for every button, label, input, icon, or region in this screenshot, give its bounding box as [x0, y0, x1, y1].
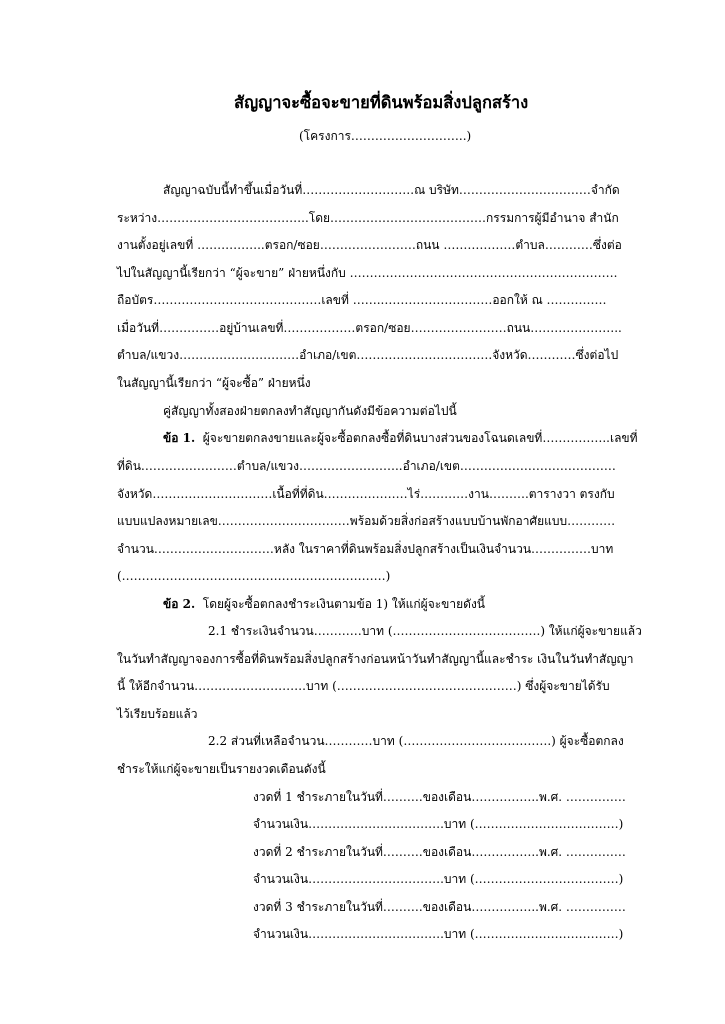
paragraph-line: ตำบล/แขวง…………………………อำเภอ/เขต…………………………….จังหวัด…………ซึ่งต่อไป: [117, 348, 619, 362]
clause-2-text: โดยผู้จะซื้อตกลงชำระเงินตามข้อ 1) ให้แก่ผู้จะขายดังนี้: [202, 597, 486, 611]
paragraph-line: คู่สัญญาทั้งสองฝ่ายตกลงทำสัญญากันดังมีข้อความต่อไปนี้: [163, 404, 457, 418]
clause-1-line: (…………………………………………………………): [117, 569, 391, 583]
paragraph-line: สัญญาฉบับนี้ทำขึ้นเมื่อวันที่……………………….ณ บริษัท……………………………จำกัด: [163, 183, 620, 197]
project-subtitle: (โครงการ………………………..): [299, 129, 472, 143]
document-title: สัญญาจะซื้อจะขายที่ดินพร้อมสิ่งปลูกสร้าง: [234, 93, 529, 112]
installment-amount-line: จำนวนเงิน…………………………….บาท (………………………………): [253, 872, 624, 886]
clause-2-1-line: นี้ ให้อีกจำนวน……………………….บาท (………………………………………) ซึ่งผู้จะขายได้รับ: [117, 679, 610, 693]
clause-2-1-line: ไว้เรียบร้อยแล้ว: [117, 707, 198, 721]
clause-2-2-line: ชำระให้แก่ผู้จะขายเป็นรายงวดเดือนดังนี้: [117, 762, 326, 776]
clause-1-line: จำนวน…………………………หลัง ในราคาที่ดินพร้อมสิ่งปลูกสร้างเป็นเงินจำนวน……………บาท: [117, 542, 614, 556]
installment-line: งวดที่ 3 ชำระภายในวันที่……….ของเดือน……………..พ.ศ. ……………: [253, 900, 626, 914]
clause-2-1-line: ในวันทำสัญญาจองการซื้อที่ดินพร้อมสิ่งปลูกสร้างก่อนหน้าวันทำสัญญานี้และชำระ เงินในวันทำสัญญา: [117, 652, 634, 666]
paragraph-line: ถือบัตร……………………………………เลขที่ ……..………………………ออกให้ ณ ……………: [117, 293, 607, 307]
installment-line: งวดที่ 1 ชำระภายในวันที่……….ของเดือน……………..พ.ศ. ……………: [253, 790, 626, 804]
clause-2-label: ข้อ 2.: [163, 597, 196, 611]
paragraph-line: ไปในสัญญานี้เรียกว่า “ผู้จะขาย” ฝ่ายหนึ่งกับ ………………………………………………………….: [117, 266, 618, 280]
paragraph-line: ระหว่าง………………………………..โดย…………………………………กรรมการผู้มีอำนาจ สำนัก: [117, 211, 619, 225]
clause-1-text: ผู้จะขายตกลงขายและผู้จะซื้อตกลงซื้อที่ดินบางส่วนของโฉนดเลขที่……………..เลขที่: [202, 431, 638, 445]
paragraph-line: ในสัญญานี้เรียกว่า “ผู้จะซื้อ” ฝ่ายหนึ่ง: [117, 376, 311, 390]
clause-1-line: ที่ดิน……………………ตำบล/แขวง……………………..อำเภอ/เขต…………………………………: [117, 459, 616, 473]
installment-line: งวดที่ 2 ชำระภายในวันที่……….ของเดือน……………..พ.ศ. ……………: [253, 845, 626, 859]
paragraph-line: งานตั้งอยู่เลขที่ ……………..ตรอก/ซอย……………………ถนน ………………ตำบล…………ซึ่งต่อ: [117, 238, 622, 252]
installment-amount-line: จำนวนเงิน…………………………….บาท (………………………………): [253, 817, 624, 831]
clause-2-first-line: [163, 596, 485, 612]
paragraph-line: เมื่อวันที่……………อยู่บ้านเลขที่………………ตรอก/ซอย……………………ถนน…………………..: [117, 321, 622, 335]
installment-amount-line: จำนวนเงิน…………………………….บาท (………………………………): [253, 927, 624, 941]
clause-1-first-line: [163, 430, 638, 446]
clause-2-1-line: 2.1 ชำระเงินจำนวน…………บาท (……………………………….) ให้แก่ผู้จะขายแล้ว: [208, 624, 642, 638]
clause-2-2-line: 2.2 ส่วนที่เหลือจำนวน…………บาท (……………………………….) ผู้จะซื้อตกลง: [208, 734, 624, 748]
clause-1-line: จังหวัด…………………………เนื้อที่ที่ดิน…………………ไร่…………งาน……….ตารางวา ตรงกับ: [117, 487, 615, 501]
clause-1-label: ข้อ 1.: [163, 431, 196, 445]
clause-1-line: แบบแปลงหมายเลข……………………………พร้อมด้วยสิ่งก่อสร้างแบบบ้านพักอาศัยแบบ…………: [117, 514, 616, 528]
